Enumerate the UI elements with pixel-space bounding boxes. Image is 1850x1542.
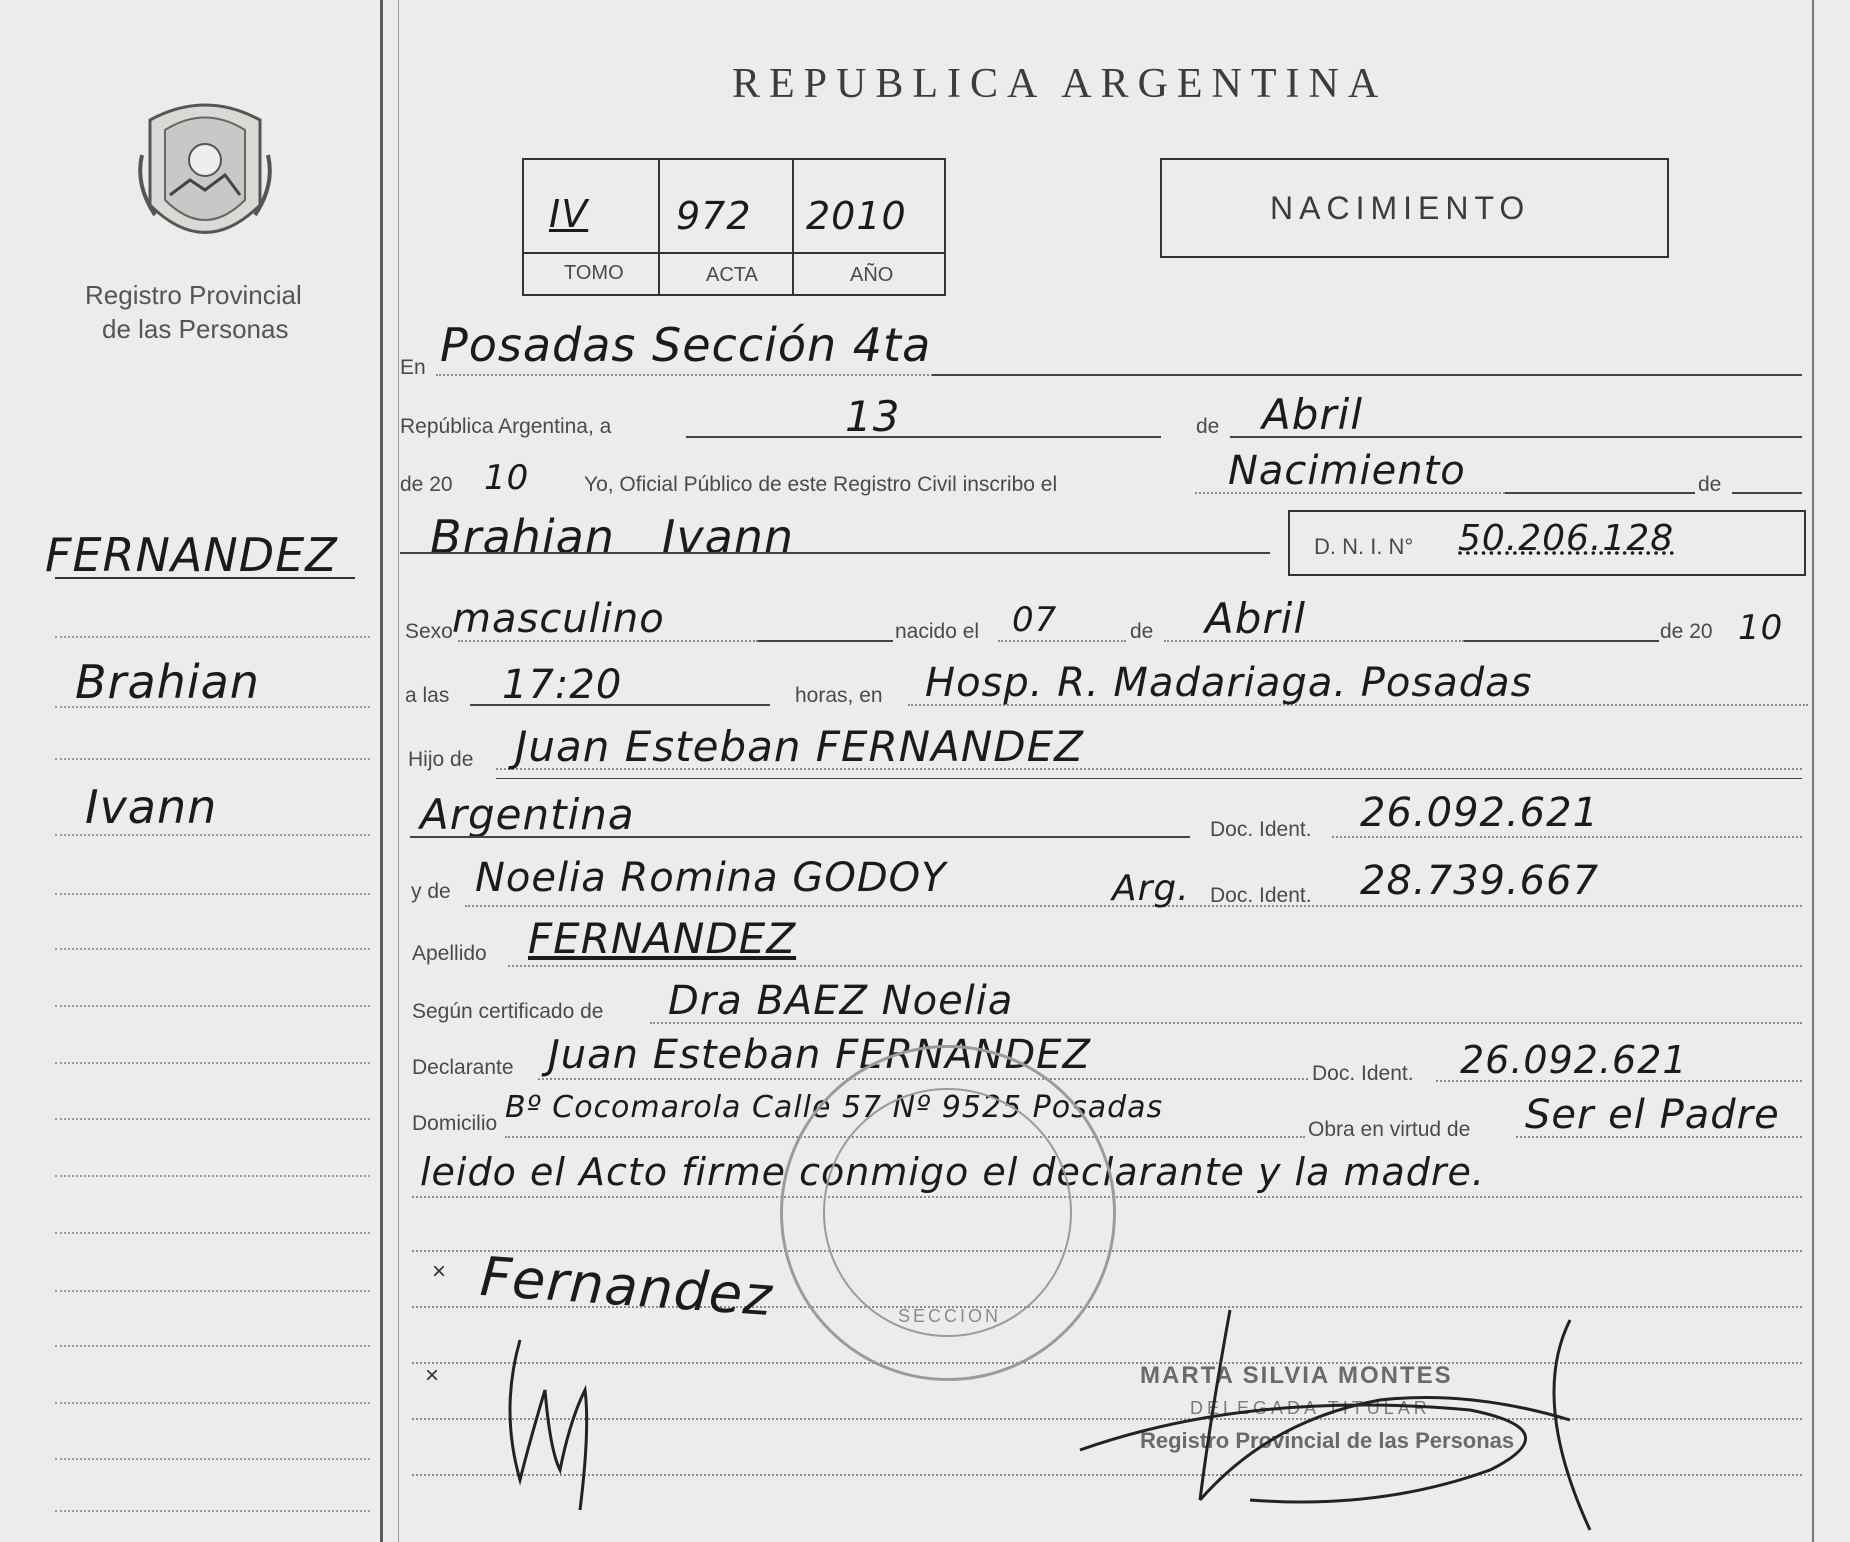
- dni-box: [1288, 510, 1806, 576]
- inscribo-value: Nacimiento: [1228, 448, 1466, 494]
- sidebar-line: [55, 1510, 370, 1512]
- sidebar-line: [55, 834, 370, 836]
- dni-label: D. N. I. N°: [1314, 534, 1414, 559]
- place-value: Hosp. R. Madariaga. Posadas: [925, 660, 1533, 706]
- sidebar-line: [55, 577, 355, 579]
- de-end-line: [1732, 492, 1802, 494]
- birth-day-line: [998, 640, 1126, 642]
- father-doc-value: 26.092.621: [1360, 790, 1600, 836]
- seal-inner-text: SECCION: [898, 1306, 1002, 1326]
- father-nationality-value: Argentina: [420, 790, 635, 839]
- dni-value: 50.206.128: [1458, 518, 1675, 559]
- declarante-label: Declarante: [412, 1056, 514, 1079]
- birth-month-line-solid: [1464, 640, 1659, 642]
- official-signature: [1050, 1300, 1610, 1540]
- father-doc-line: [1332, 836, 1802, 838]
- de20-label: de 20: [400, 473, 453, 496]
- sidebar-line: [55, 893, 370, 895]
- registry-name-line2: de las Personas: [102, 314, 289, 344]
- segun-value: Dra BAEZ Noelia: [668, 978, 1014, 1024]
- acta-label: ACTA: [706, 264, 758, 286]
- leido-value: leido el Acto firme conmigo el declarante y la madre.: [420, 1150, 1485, 1194]
- inscribo-line-solid: [1505, 492, 1695, 494]
- left-margin-rule: [380, 0, 383, 1542]
- horas-label: horas, en: [795, 684, 883, 707]
- father-nat-line: [410, 836, 1190, 838]
- mother-nationality-value: Arg.: [1112, 868, 1190, 909]
- year-value: 10: [484, 458, 530, 498]
- sexo-label: Sexo: [405, 620, 453, 643]
- day-line: [686, 436, 1161, 438]
- signature-tick: ×: [425, 1362, 440, 1389]
- en-value: Posadas Sección 4ta: [440, 318, 932, 372]
- en-line-solid: [932, 374, 1802, 376]
- mother-doc-label: Doc. Ident.: [1210, 884, 1312, 907]
- anio-value: 2010: [806, 194, 907, 238]
- sidebar-line: [55, 1290, 370, 1292]
- birth-day-value: 07: [1012, 600, 1058, 640]
- father-line-2: [496, 778, 1802, 779]
- apellido-value: FERNANDEZ: [528, 914, 797, 963]
- sexo-value: masculino: [452, 596, 665, 642]
- mother-signature: [490, 1330, 620, 1530]
- sidebar-line: [55, 1458, 370, 1460]
- sidebar-line: [55, 1005, 370, 1007]
- mother-value: Noelia Romina GODOY: [475, 855, 947, 901]
- child-name-line: [400, 552, 1270, 554]
- sidebar-line: [55, 1232, 370, 1234]
- sidebar-second-name: Ivann: [85, 780, 218, 834]
- sidebar-line: [55, 1175, 370, 1177]
- child-name-value: Brahian Ivann: [430, 510, 795, 564]
- declarante-doc-value: 26.092.621: [1460, 1038, 1688, 1082]
- sidebar-first-name: Brahian: [75, 655, 260, 709]
- en-label: En: [400, 356, 426, 379]
- official-stamp-title: DELEGADA TITULAR: [1190, 1398, 1431, 1418]
- sidebar-line: [55, 1062, 370, 1064]
- domicilio-label: Domicilio: [412, 1112, 498, 1135]
- tomo-label: TOMO: [564, 262, 624, 284]
- sidebar-line: [55, 1402, 370, 1404]
- record-type-label: NACIMIENTO: [1270, 190, 1531, 226]
- declarante-value: Juan Esteban FERNANDEZ: [548, 1032, 1091, 1078]
- hijo-label: Hijo de: [408, 748, 474, 771]
- sidebar-surname: FERNANDEZ: [45, 528, 338, 582]
- yo-label: Yo, Oficial Público de este Registro Civil inscribo el: [584, 473, 1058, 496]
- de-end-label: de: [1698, 473, 1722, 496]
- registry-name-line1: Registro Provincial: [85, 280, 302, 310]
- official-stamp-name: MARTA SILVIA MONTES: [1140, 1362, 1453, 1389]
- inner-rule: [398, 0, 399, 1542]
- sidebar-line: [55, 758, 370, 760]
- anio-label: AÑO: [850, 264, 894, 286]
- signature-tick: ×: [432, 1258, 447, 1285]
- en-line: [436, 374, 936, 376]
- box-divider: [524, 252, 944, 254]
- segun-label: Según certificado de: [412, 1000, 604, 1023]
- birth-year-value: 10: [1738, 608, 1784, 648]
- month-value: Abril: [1262, 390, 1363, 439]
- sidebar-line: [55, 1345, 370, 1347]
- father-value: Juan Esteban FERNANDEZ: [515, 722, 1084, 771]
- time-value: 17:20: [502, 662, 623, 708]
- acta-value: 972: [676, 194, 752, 238]
- country-title: REPUBLICA ARGENTINA: [732, 61, 1388, 107]
- yde-label: y de: [411, 880, 451, 903]
- declarante-doc-label: Doc. Ident.: [1312, 1062, 1414, 1085]
- sidebar-line: [55, 706, 370, 708]
- birth-de-label: de: [1130, 620, 1154, 643]
- apellido-line: [508, 965, 1802, 967]
- coat-of-arms-icon: [130, 95, 280, 255]
- birth-de20-label: de 20: [1660, 620, 1713, 643]
- sidebar-line: [55, 1118, 370, 1120]
- obra-label: Obra en virtud de: [1308, 1118, 1471, 1141]
- declarant-signature: Fernandez: [478, 1244, 775, 1329]
- tomo-acta-anio-box: [522, 158, 946, 296]
- sidebar-line: [55, 948, 370, 950]
- seal-inner-ring: [823, 1088, 1072, 1337]
- mother-doc-value: 28.739.667: [1360, 858, 1600, 904]
- nacido-label: nacido el: [895, 620, 980, 643]
- day-value: 13: [845, 392, 901, 441]
- right-margin-rule: [1812, 0, 1814, 1542]
- alas-label: a las: [405, 684, 450, 707]
- republica-label: República Argentina, a: [400, 415, 612, 438]
- father-doc-label: Doc. Ident.: [1210, 818, 1312, 841]
- sexo-line-solid: [758, 640, 893, 642]
- sidebar-line: [55, 636, 370, 638]
- apellido-label: Apellido: [412, 942, 487, 965]
- obra-value: Ser el Padre: [1525, 1092, 1780, 1138]
- de-label: de: [1196, 415, 1220, 438]
- official-stamp-office: Registro Provincial de las Personas: [1140, 1428, 1515, 1453]
- birth-month-value: Abril: [1205, 594, 1306, 643]
- tomo-value: IV: [549, 192, 589, 236]
- province-emblem: [130, 95, 280, 255]
- domicilio-value: Bº Cocomarola Calle 57 Nº 9525 Posadas: [505, 1090, 1164, 1125]
- record-type-box: [1160, 158, 1669, 258]
